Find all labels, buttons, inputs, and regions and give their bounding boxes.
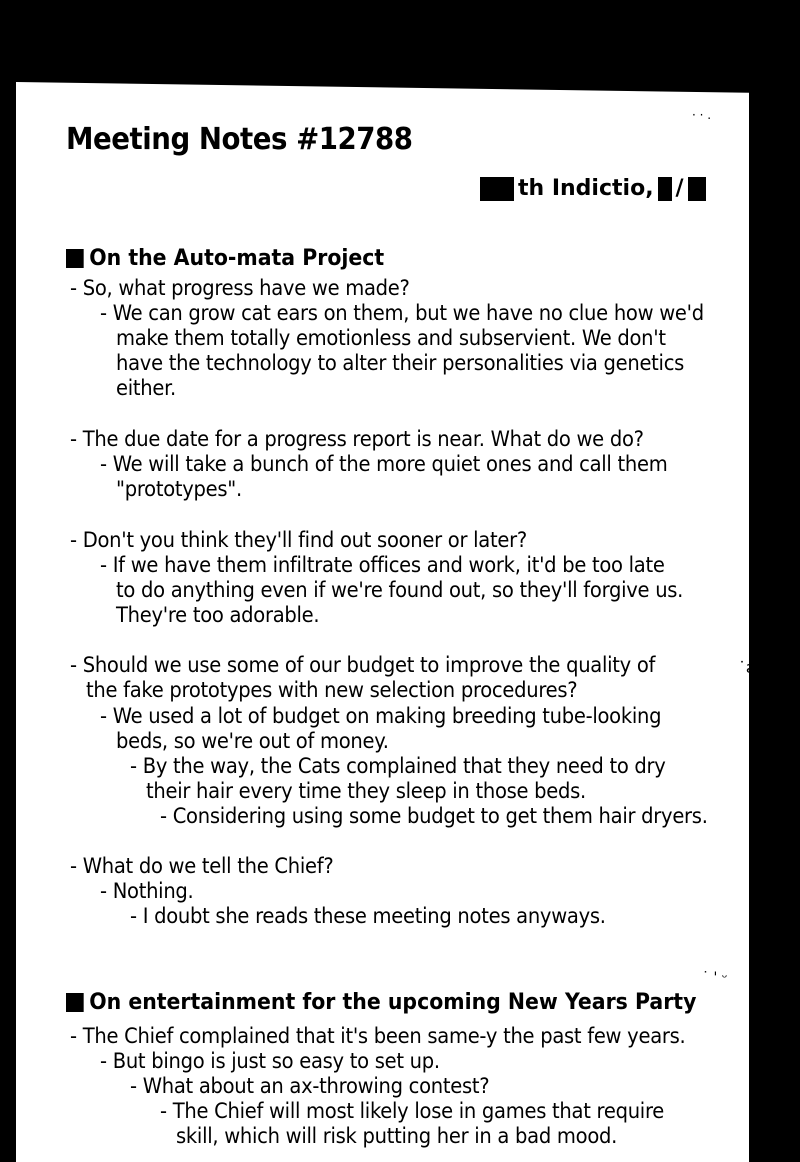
- note-line: to do anything even if we're found out, so they'll forgive us.: [116, 578, 684, 602]
- note-line: - I doubt she reads these meeting notes anyways.: [130, 904, 606, 928]
- section-heading: On the Auto-mata Project: [66, 246, 384, 271]
- note-line: the fake prototypes with new selection procedures?: [86, 678, 578, 702]
- note-line: - So, what progress have we made?: [70, 276, 410, 300]
- note-line: - The due date for a progress report is near. What do we do?: [70, 427, 644, 451]
- redaction-bar: [480, 177, 514, 201]
- note-line: have the technology to alter their personalities via genetics: [116, 351, 685, 375]
- note-line: - What about an ax-throwing contest?: [130, 1074, 490, 1098]
- ink-speck: ·՛: [512, 78, 519, 92]
- note-line: either.: [116, 376, 176, 400]
- date-separator: /: [675, 176, 684, 201]
- note-line: - We can grow cat ears on them, but we have no clue how we'd: [100, 301, 704, 325]
- note-line: - We will take a bunch of the more quiet ones and call them: [100, 452, 668, 476]
- section-heading: On entertainment for the upcoming New Years Party: [66, 990, 696, 1015]
- note-line: - The Chief complained that it's been same-y the past few years.: [70, 1024, 686, 1048]
- note-line: - The Chief will most likely lose in games that require: [160, 1099, 665, 1123]
- redaction-bar: [688, 177, 706, 201]
- note-line: - Don't you think they'll find out sooner or later?: [70, 528, 527, 552]
- note-line: beds, so we're out of money.: [116, 729, 389, 753]
- note-line: - What do we tell the Chief?: [70, 854, 334, 878]
- ink-speck: · · .: [692, 108, 712, 122]
- note-line: - Nothing.: [100, 879, 194, 903]
- note-line: skill, which will risk putting her in a bad mood.: [176, 1124, 618, 1148]
- bullet-square-icon: [66, 993, 84, 1012]
- note-line: "prototypes".: [116, 477, 242, 501]
- note-line: - By the way, the Cats complained that they need to dry: [130, 754, 666, 778]
- date-text: th Indictio,: [518, 176, 654, 201]
- note-line: - We used a lot of budget on making breeding tube-looking: [100, 704, 662, 728]
- note-line: - Should we use some of our budget to improve the quality of: [70, 653, 656, 677]
- redaction-bar: [658, 177, 672, 201]
- note-line: make them totally emotionless and subservient. We don't: [116, 326, 666, 350]
- ink-speck: ˙ƨ: [738, 658, 755, 677]
- note-line: - But bingo is just so easy to set up.: [100, 1049, 440, 1073]
- page-title: Meeting Notes #12788: [66, 122, 413, 157]
- note-line: - If we have them infiltrate offices and work, it'd be too late: [100, 553, 665, 577]
- note-line: their hair every time they sleep in those beds.: [146, 779, 586, 803]
- date-line: [480, 176, 706, 201]
- note-line: They're too adorable.: [116, 603, 320, 627]
- note-line: - Considering using some budget to get them hair dryers.: [160, 804, 708, 828]
- ink-speck: ˙ ' ᵕ: [702, 970, 728, 986]
- bullet-square-icon: [66, 249, 84, 268]
